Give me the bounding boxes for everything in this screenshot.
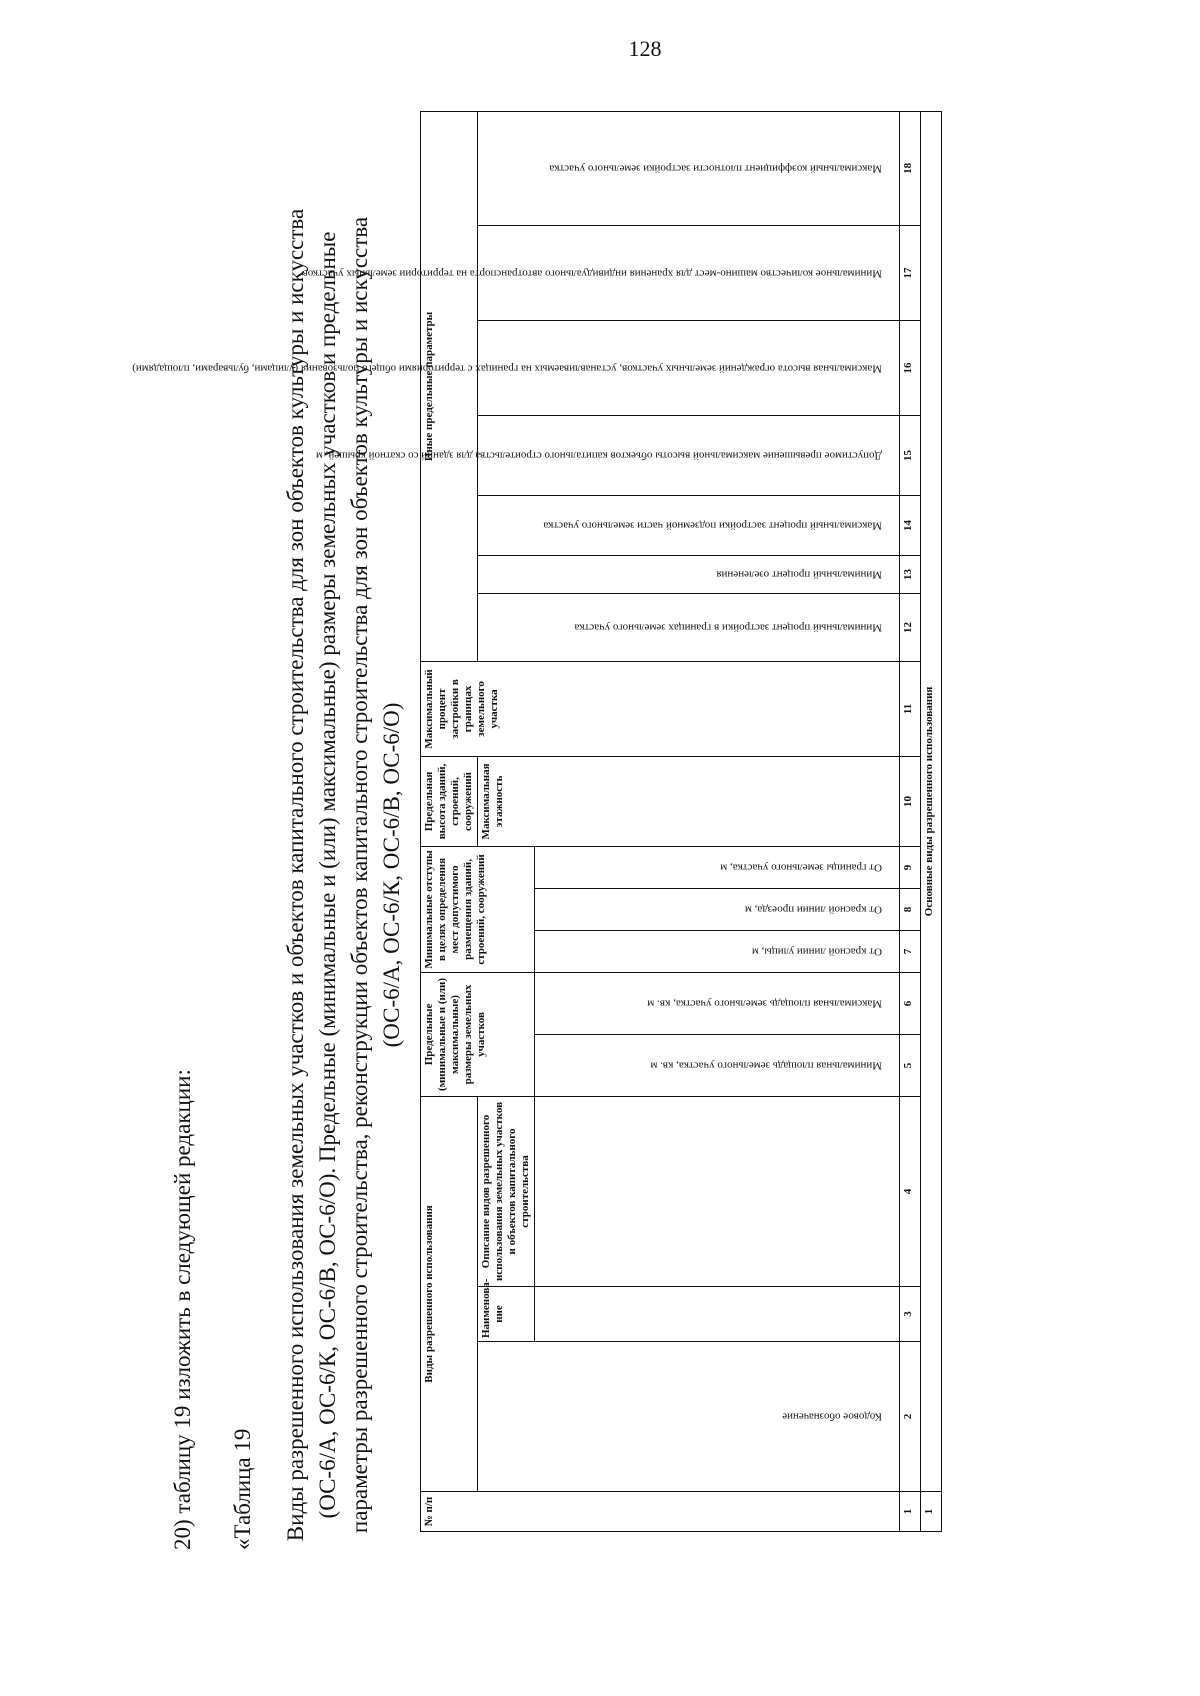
header-code: Кодовое обозначение [478, 1342, 900, 1492]
column-number: 4 [900, 1096, 921, 1286]
header-parking: Минимальное количество машино-мест для хранения индивидуального автотранспорта на территории земельных участков [478, 225, 900, 320]
header-name: Наименова-ние [478, 1287, 535, 1342]
header-setback-street: От красной линии улицы, м [535, 930, 900, 972]
column-number: 14 [900, 495, 921, 555]
table-caption: Виды разрешенного использования земельных участков и объектов капитального строительства для зон объектов культуры и искусства (ОС-6/А, ОС-6/К, ОС-6/В, ОС-6/О). Предельные (минимальные и (или) максимальные) размеры земельных участков и предельные параметры разрешенного строительства, реконструкции объектов капитального строительства для зон объектов культуры и искусства (ОС-6/А, ОС-6/К, ОС-6/В, ОС-6/О) [283, 208, 404, 1542]
column-number: 15 [900, 415, 921, 495]
column-number: 16 [900, 320, 921, 415]
header-density: Максимальный коэффициент плотности застройки земельного участка [478, 111, 900, 225]
section-row-number: 1 [921, 1492, 942, 1532]
intro-text: 20) таблицу 19 изложить в следующей редакции: [170, 1069, 195, 1550]
header-no: № п/п [421, 1492, 900, 1532]
header-description: Описание видов разрешенного использования земельных участков и объектов капитального строительства [478, 1096, 535, 1286]
column-number: 5 [900, 1034, 921, 1096]
page-number: 128 [628, 36, 662, 61]
header-min-landscaping: Минимальный процент озеленения [478, 555, 900, 593]
header-min-area: Минимальная площадь земельного участка, кв. м [535, 1034, 900, 1096]
column-number: 9 [900, 846, 921, 888]
header-max-area: Максимальная площадь земельного участка, кв. м [535, 972, 900, 1034]
column-number: 3 [900, 1287, 921, 1342]
header-setback-boundary: От границы земельного участка, м [535, 846, 900, 888]
header-other-params: Иные предельные параметры [421, 111, 478, 661]
column-number: 18 [900, 111, 921, 225]
header-row-2 [478, 111, 535, 1531]
column-number: 17 [900, 225, 921, 320]
header-height: Предельная высота зданий, строений, сооружений [421, 756, 478, 846]
header-max-coverage: Максимальный процент застройки в границах земельного участка [421, 661, 900, 756]
header-min-coverage: Минимальный процент застройки в границах земельного участка [478, 593, 900, 661]
header-setback-driveway: От красной линии проезда, м [535, 888, 900, 930]
header-fence-height: Максимальная высота ограждений земельных участков, устанавливаемых на границах с территориями общего пользования (улицами, бульварами, площадями) [478, 320, 900, 415]
column-number: 10 [900, 756, 921, 846]
section-title: Основные виды разрешенного использования [921, 111, 942, 1491]
table-label: «Таблица 19 [230, 1428, 255, 1550]
column-number: 8 [900, 888, 921, 930]
column-number: 12 [900, 593, 921, 661]
header-use-types: Виды разрешенного использования [421, 1096, 478, 1491]
section-row [921, 111, 942, 1531]
column-number: 11 [900, 661, 921, 756]
header-height-excess: Допустимое превышение максимальной высоты объектов капитального строительства для зданий со скатной крышей, м [478, 415, 900, 495]
header-max-floors: Максимальная этажность [478, 756, 900, 846]
header-setbacks: Минимальные отступы в целях определения мест допустимого размещения зданий, строений, сооружений [421, 846, 535, 972]
header-row-1 [421, 111, 478, 1531]
column-number: 13 [900, 555, 921, 593]
header-plot-sizes: Предельные (минимальные и (или) максимальные) размеры земельных участков [421, 972, 535, 1096]
column-number: 1 [900, 1492, 921, 1532]
rotated-page-content [132, 110, 1200, 1670]
header-max-underground: Максимальный процент застройки подземной части земельного участка [478, 495, 900, 555]
column-number-row [900, 111, 921, 1531]
column-number: 7 [900, 930, 921, 972]
column-number: 6 [900, 972, 921, 1034]
column-number: 2 [900, 1342, 921, 1492]
header-description-spacer [535, 1096, 900, 1286]
header-name-spacer [535, 1287, 900, 1342]
